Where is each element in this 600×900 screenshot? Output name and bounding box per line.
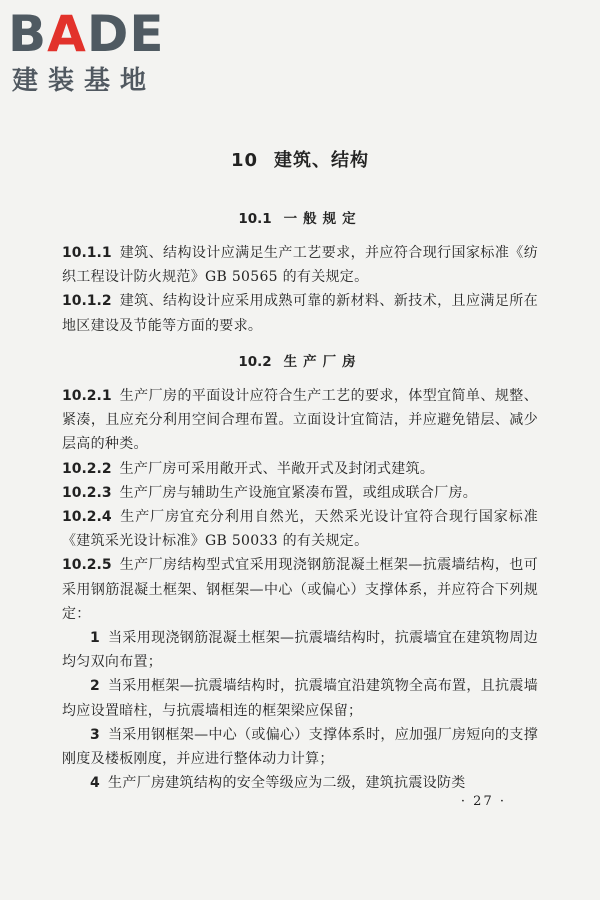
clause-text: 生产厂房可采用敞开式、半敞开式及封闭式建筑。	[119, 460, 435, 477]
clause-number: 10.1.2	[62, 293, 112, 310]
clause-10-1-1	[62, 241, 538, 289]
clause-text: 生产厂房的平面设计应符合生产工艺的要求，体型宜简单、规整、紧凑，且应充分利用空间合理布置。立面设计宜简洁，并应避免错层、减少层高的种类。	[62, 388, 538, 453]
clause-10-2-2	[62, 457, 538, 481]
item-number: 4	[90, 775, 101, 792]
clause-10-2-3	[62, 481, 538, 505]
clause-10-2-1	[62, 384, 538, 457]
list-item-2	[62, 674, 538, 722]
clause-text: 生产厂房与辅助生产设施宜紧凑布置，或组成联合厂房。	[119, 484, 478, 501]
page-number: · 27 ·	[460, 794, 506, 809]
clause-number: 10.2.2	[62, 460, 112, 477]
bade-logo	[8, 6, 188, 96]
clause-text: 建筑、结构设计应满足生产工艺要求，并应符合现行国家标准《纺织工程设计防火规范》GB 50565 的有关规定。	[62, 245, 538, 286]
section-title-10-2	[0, 350, 600, 370]
section-body-10-2	[62, 384, 538, 795]
clause-number: 10.2.3	[62, 484, 112, 501]
clause-10-1-2	[62, 289, 538, 337]
logo-wordmark: BADE	[8, 5, 165, 63]
chapter-number: 10	[230, 150, 259, 171]
clause-number: 10.2.1	[62, 388, 112, 404]
item-number: 1	[90, 630, 101, 647]
clause-number: 10.1.1	[62, 245, 112, 261]
section-title-text: 一般规定	[283, 211, 362, 227]
clause-text: 建筑、结构设计应采用成熟可靠的新材料、新技术，且应满足所在地区建设及节能等方面的要求。	[62, 293, 538, 334]
clause-number: 10.2.5	[62, 557, 112, 574]
item-text: 当采用框架—抗震墙结构时，抗震墙宜沿建筑物全高布置，且抗震墙均应设置暗柱，与抗震墙相连的框架梁应保留；	[62, 678, 538, 719]
section-title-text: 生产厂房	[283, 354, 362, 370]
item-number: 3	[90, 726, 101, 743]
chapter-title-text: 建筑、结构	[274, 150, 370, 171]
section-title-10-1	[0, 207, 600, 227]
logo-subtitle: 建装基地	[12, 66, 157, 96]
item-text: 当采用现浇钢筋混凝土框架—抗震墙结构时，抗震墙宜在建筑物周边均匀双向布置；	[62, 630, 538, 671]
section-number: 10.2	[238, 354, 272, 370]
chapter-title	[0, 146, 600, 172]
item-text: 当采用钢框架—中心（或偏心）支撑体系时，应加强厂房短向的支撑刚度及楼板刚度，并应进行整体动力计算；	[62, 726, 538, 768]
list-item-3	[62, 723, 538, 771]
item-text: 生产厂房建筑结构的安全等级应为二级，建筑抗震设防类	[108, 775, 466, 792]
list-item-4	[62, 771, 538, 795]
list-item-1	[62, 626, 538, 674]
clause-number: 10.2.4	[62, 509, 112, 526]
clause-text: 生产厂房宜充分利用自然光，天然采光设计宜符合现行国家标准《建筑采光设计标准》GB 50033 的有关规定。	[62, 509, 538, 550]
clause-text: 生产厂房结构型式宜采用现浇钢筋混凝土框架—抗震墙结构，也可采用钢筋混凝土框架、钢框架—中心（或偏心）支撑体系，并应符合下列规定：	[62, 557, 538, 622]
clause-10-2-4	[62, 505, 538, 553]
item-number: 2	[90, 678, 101, 695]
clause-10-2-5	[62, 553, 538, 626]
section-number: 10.1	[238, 211, 272, 227]
section-body-10-1	[62, 241, 538, 338]
